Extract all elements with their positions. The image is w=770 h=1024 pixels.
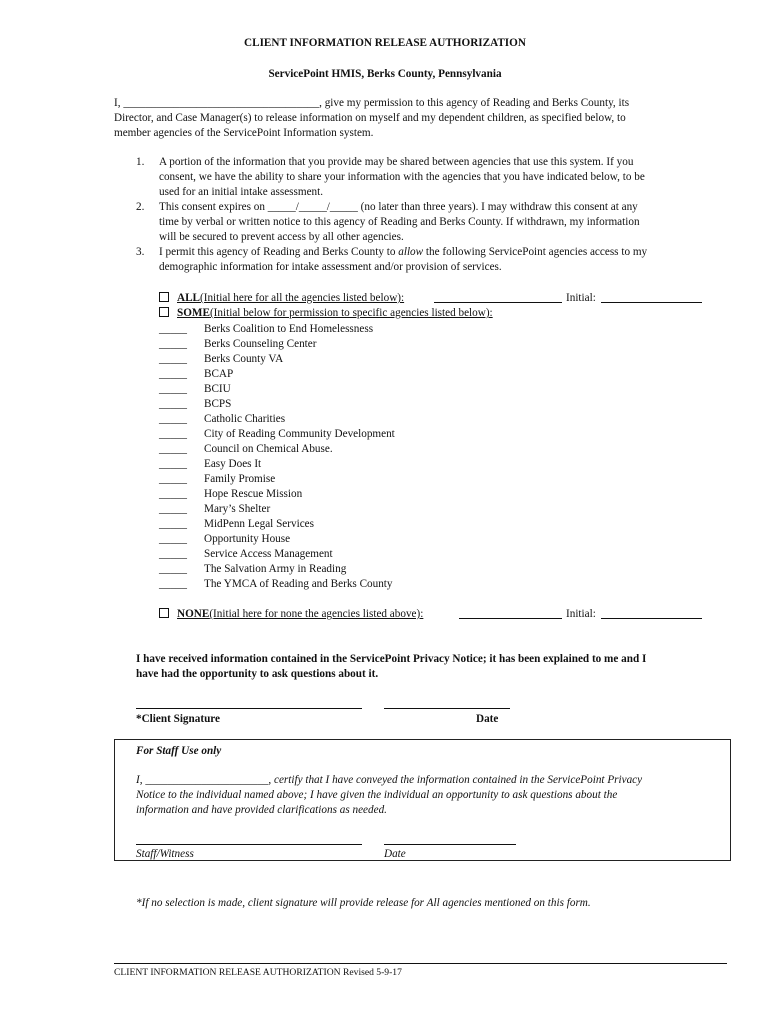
- agency-initial-blank[interactable]: _____: [159, 413, 187, 425]
- agency-name: Catholic Charities: [204, 413, 286, 425]
- agency-initial-blank[interactable]: _____: [159, 518, 187, 530]
- intro-line-1: I, ___________________________________, give my permission to this agency of Reading and Berks County, its: [114, 97, 630, 109]
- option-all-row: [159, 291, 719, 306]
- agency-initial-blank[interactable]: _____: [159, 383, 187, 395]
- client-date-label: Date: [476, 713, 499, 725]
- agency-name: Berks Coalition to End Homelessness: [204, 323, 374, 335]
- agency-initial-blank[interactable]: _____: [159, 578, 187, 590]
- staff-line-2: Notice to the individual named above; I have given the individual an opportunity to ask questions about the: [136, 789, 618, 801]
- staff-witness-line[interactable]: [136, 844, 362, 845]
- client-signature-line[interactable]: [136, 708, 362, 709]
- staff-line-3: information and have provided clarifications as needed.: [136, 804, 387, 816]
- client-date-line[interactable]: [384, 708, 510, 709]
- agency-list: [0, 322, 770, 594]
- agency-initial-blank[interactable]: _____: [159, 338, 187, 350]
- agency-initial-blank[interactable]: _____: [159, 353, 187, 365]
- agency-initial-blank[interactable]: _____: [159, 503, 187, 515]
- agency-initial-blank[interactable]: _____: [159, 398, 187, 410]
- option-none-underline: [459, 618, 562, 619]
- option-all-checkbox[interactable]: [159, 292, 169, 302]
- list-item-3-line: I permit this agency of Reading and Berks County to allow the following ServicePoint agencies access to my: [159, 246, 648, 258]
- client-signature-label: *Client Signature: [136, 713, 221, 725]
- agency-name: Hope Rescue Mission: [204, 488, 303, 500]
- agency-initial-blank[interactable]: _____: [159, 323, 187, 335]
- option-some-key: SOME: [177, 307, 210, 319]
- agency-name: Family Promise: [204, 473, 276, 485]
- option-all-initial-label: Initial:: [566, 292, 596, 304]
- emphasis-allow: allow: [398, 246, 424, 258]
- agency-name: The Salvation Army in Reading: [204, 563, 347, 575]
- list-item-1-line: used for an initial intake assessment.: [159, 186, 324, 198]
- list-item-1-line: consent, we have the ability to share your information with the agencies that you have indicated below, to be: [159, 171, 645, 183]
- agency-initial-blank[interactable]: _____: [159, 488, 187, 500]
- option-all-initial-field[interactable]: [601, 302, 702, 303]
- option-none-key: NONE: [177, 608, 210, 620]
- agency-name: MidPenn Legal Services: [204, 518, 314, 530]
- option-all-key: ALL: [177, 292, 201, 304]
- agency-name: The YMCA of Reading and Berks County: [204, 578, 393, 590]
- agency-name: Opportunity House: [204, 533, 291, 545]
- list-number: 3.: [136, 246, 145, 258]
- agency-name: Council on Chemical Abuse.: [204, 443, 333, 455]
- agency-initial-blank[interactable]: _____: [159, 548, 187, 560]
- list-number: 2.: [136, 201, 145, 213]
- staff-line-1: I, ______________________, certify that I have conveyed the information contained in the ServicePoint Privacy: [136, 774, 643, 786]
- agency-initial-blank[interactable]: _____: [159, 533, 187, 545]
- agency-initial-blank[interactable]: _____: [159, 443, 187, 455]
- list-number: 1.: [136, 156, 145, 168]
- selection-note: *If no selection is made, client signature will provide release for All agencies mentioned on this form.: [136, 897, 591, 909]
- agency-name: Easy Does It: [204, 458, 262, 470]
- option-some-row: [159, 306, 719, 321]
- page-footer: CLIENT INFORMATION RELEASE AUTHORIZATION Revised 5-9-17: [114, 967, 402, 978]
- option-none-initial-label: Initial:: [566, 608, 596, 620]
- list-item-1-line: A portion of the information that you provide may be shared between agencies that use this system. If you: [159, 156, 634, 168]
- agency-initial-blank[interactable]: _____: [159, 458, 187, 470]
- option-none-checkbox[interactable]: [159, 608, 169, 618]
- agency-name: Mary’s Shelter: [204, 503, 271, 515]
- agency-name: Berks County VA: [204, 353, 284, 365]
- option-none-text: (Initial here for none the agencies listed above):: [209, 608, 424, 620]
- list-item-2-line: time by verbal or written notice to this agency of Reading and Berks County. If withdrawn, my information: [159, 216, 640, 228]
- agency-name: Berks Counseling Center: [204, 338, 317, 350]
- option-all-underline: [434, 302, 562, 303]
- intro-line-3: member agencies of the ServicePoint Information system.: [114, 127, 374, 139]
- staff-date-line[interactable]: [384, 844, 516, 845]
- list-item-2-line: will be secured to prevent access by all other agencies.: [159, 231, 404, 243]
- intro-line-2: Director, and Case Manager(s) to release information on myself and my dependent children, as specified below, to: [114, 112, 626, 124]
- list-item-2-line: This consent expires on _____/_____/_____ (no later than three years). I may withdraw this consent at any: [159, 201, 638, 213]
- list-item-3-line: demographic information for intake assessment and/or provision of services.: [159, 261, 502, 273]
- option-none-row: [159, 607, 719, 622]
- agency-initial-blank[interactable]: _____: [159, 428, 187, 440]
- agency-name: Service Access Management: [204, 548, 333, 560]
- agency-name: City of Reading Community Development: [204, 428, 395, 440]
- option-all-text: (Initial here for all the agencies listed below):: [200, 292, 405, 304]
- footer-divider: [114, 963, 727, 964]
- agency-name: BCAP: [204, 368, 234, 380]
- staff-witness-label: Staff/Witness: [136, 848, 194, 860]
- agency-name: BCPS: [204, 398, 232, 410]
- acknowledgement-line-1: I have received information contained in the ServicePoint Privacy Notice; it has been explained to me and I: [136, 653, 647, 665]
- agency-initial-blank[interactable]: _____: [159, 473, 187, 485]
- acknowledgement-line-2: have had the opportunity to ask questions about it.: [136, 668, 379, 680]
- agency-initial-blank[interactable]: _____: [159, 563, 187, 575]
- page-subtitle: ServicePoint HMIS, Berks County, Pennsylvania: [268, 68, 502, 80]
- staff-heading: For Staff Use only: [136, 745, 222, 757]
- agency-initial-blank[interactable]: _____: [159, 368, 187, 380]
- option-some-text: (Initial below for permission to specific agencies listed below):: [209, 307, 493, 319]
- page-title: CLIENT INFORMATION RELEASE AUTHORIZATION: [244, 37, 526, 49]
- option-some-checkbox[interactable]: [159, 307, 169, 317]
- agency-name: BCIU: [204, 383, 231, 395]
- option-none-initial-field[interactable]: [601, 618, 702, 619]
- staff-date-label: Date: [384, 848, 406, 860]
